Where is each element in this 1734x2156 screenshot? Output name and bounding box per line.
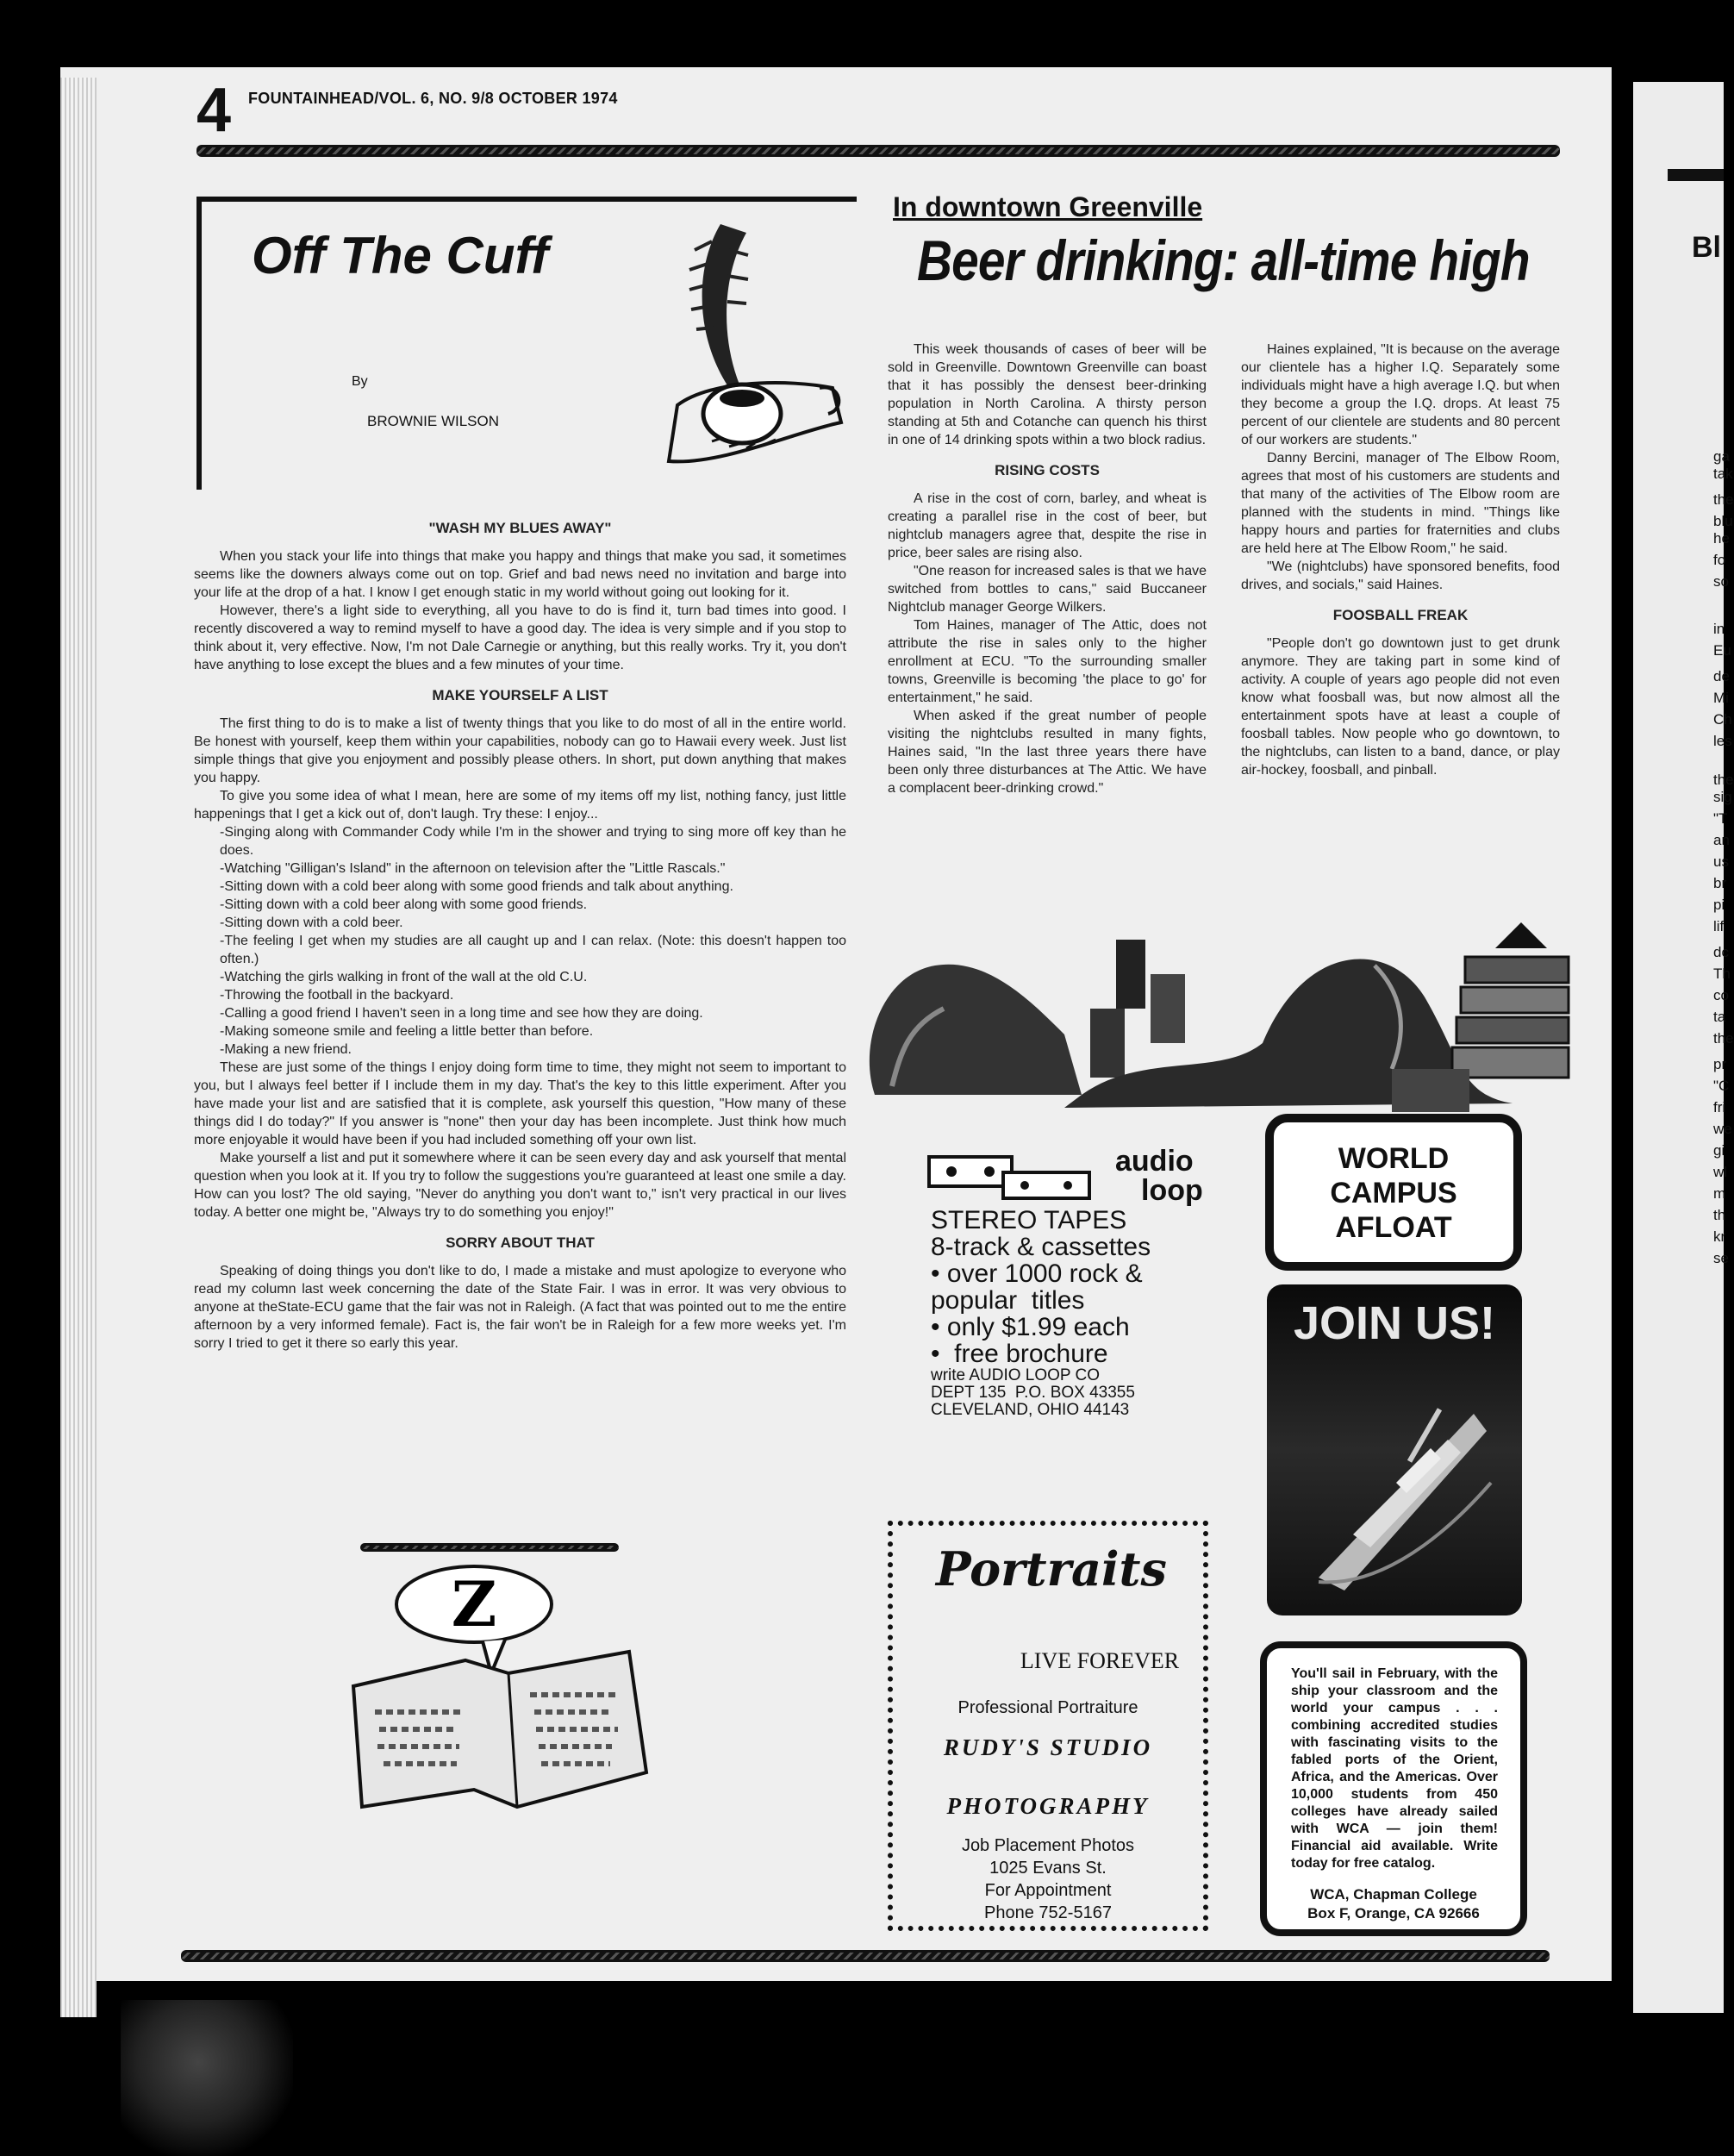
list-item: -Throwing the football in the backyard. [220, 988, 454, 1003]
facing-page-rule [1668, 169, 1724, 181]
facing-page-fragment: lif [1713, 918, 1725, 934]
article-headline: Beer drinking: all-time high [917, 228, 1530, 292]
portraits-ad [888, 1521, 1208, 1931]
cruise-ship-icon [1301, 1379, 1500, 1595]
list-item: -Calling a good friend I haven't seen in a long time and see how they are doing. [220, 1006, 703, 1021]
newspaper-reader-cartoon [336, 1557, 681, 1815]
paragraph: Speaking of doing things you don't like to do, I made a mistake and must apologize to everyone who read my column last week concerning the date of the State Fair. I was in error. It was very obvious to anyone at theState-ECU game that the fair was not in Raleigh. (A fact that was pointed out to me the entire afternoon by a very informed female). Fact is, the fair won't be in Raleigh for a few more weeks yet. I'm sorry I tried to get it there so early this year. [194, 1264, 846, 1351]
beer-article-column-2 [1241, 341, 1560, 779]
facing-page-fragment: dc [1713, 944, 1729, 960]
facing-page-fragment: Eu [1713, 642, 1731, 659]
paragraph: A rise in the cost of corn, barley, and wheat is creating a parallel rise in the cost of beer, but nightclub managers agree that, despite the rise in price, beer sales are rising also. [888, 491, 1207, 560]
audio-ad-line: 8-track & cassettes [931, 1233, 1151, 1261]
portraits-appointment: For Appointment [984, 1881, 1112, 1900]
audio-ad-line: • over 1000 rock & [931, 1259, 1143, 1288]
subhead-sorry: SORRY ABOUT THAT [446, 1234, 595, 1251]
subhead-wash: "WASH MY BLUES AWAY" [428, 520, 612, 536]
facing-page-fragment: so [1713, 573, 1729, 590]
facing-page-fragment: we [1713, 1121, 1732, 1137]
scanner-thumb [121, 2000, 293, 2156]
portraits-studio: RUDY'S STUDIO [943, 1734, 1153, 1760]
list-item: -The feeling I get when my studies are all caught up and I can relax. (Note: this doesn't happen too often.) [220, 934, 846, 966]
wca-address-line1: WCA, Chapman College [1310, 1886, 1477, 1903]
portraits-title: Portraits [936, 1541, 1167, 1597]
paragraph: "We (nightclubs) have sponsored benefits, food drives, and socials," said Haines. [1241, 559, 1560, 592]
facing-page-fragment: Th [1713, 966, 1731, 982]
page-number: 4 [196, 76, 232, 145]
facing-page-fragment: de [1713, 668, 1730, 684]
wca-address-line2: Box F, Orange, CA 92666 [1307, 1905, 1480, 1922]
facing-page-fragment: he [1713, 530, 1730, 547]
subhead-list: MAKE YOURSELF A LIST [432, 687, 608, 703]
facing-page-fragment: kr [1713, 1228, 1726, 1245]
beer-cans-illustration [858, 922, 1590, 1129]
facing-page-fragment: ta [1713, 1009, 1726, 1025]
facing-page-fragment: th [1713, 1207, 1726, 1223]
facing-page-fragment: les [1713, 733, 1732, 749]
cassette-tape-icon [926, 1152, 1107, 1203]
audio-ad-lines [931, 1207, 1151, 1367]
facing-page-fragment: tak [1713, 466, 1733, 482]
paragraph: Haines explained, "It is because on the average our clientele has a higher I.Q. Separately some individuals might have a high average I.Q. but when they become a group the I.Q. drops. At least 75 percent of our clientele are students and 80 percent of our workers are students." [1241, 342, 1560, 447]
audio-address-line: CLEVELAND, OHIO 44143 [931, 1401, 1130, 1419]
audio-ad-line: popular titles [931, 1286, 1085, 1315]
facing-page-heading: Bl [1692, 231, 1721, 264]
wca-body: You'll sail in February, with the ship your classroom and the world your campus . . . combining accredited studies with fascinating visits to the fabled ports of the Orient, Africa, and the Americas. Over 10,000 students from 450 colleges have already sailed with WCA — join them! Financial aid available. Write today for free catalog. [1291, 1666, 1498, 1871]
audio-address-line: write AUDIO LOOP CO [931, 1366, 1101, 1384]
facing-page-fragment: the [1713, 772, 1734, 788]
wca-title-line: AFLOAT [1335, 1211, 1452, 1244]
list-item: -Watching the girls walking in front of the wall at the old C.U. [220, 970, 588, 984]
paragraph: Make yourself a list and put it somewhere where it can be seen every day and ask yourself that mental question when you look at it. If you try to follow the suggestions you're guaranteed at least one smile a day. How can you lost? The old saying, "Never do anything you don't want to," isn't very practical in our lives today. A better one might be, "Always try to do something you enjoy!" [194, 1151, 846, 1220]
facing-page-fragment: an [1713, 832, 1730, 848]
list-item: -Sitting down with a cold beer along with some good friends. [220, 897, 588, 912]
portraits-placement: Job Placement Photos [961, 1836, 1135, 1855]
article-kicker: In downtown Greenville [893, 191, 1203, 222]
wca-title [1274, 1141, 1513, 1245]
top-rule [196, 145, 1560, 157]
wca-title-box [1265, 1114, 1522, 1271]
audio-ad-line: • only $1.99 each [931, 1313, 1130, 1341]
portraits-phone: Phone 752-5167 [984, 1903, 1112, 1922]
paragraph: This week thousands of cases of beer will be sold in Greenville. Downtown Greenville can boast that it has possibly the densest beer-drinking population in North Carolina. A thirsty person standing at 5th and Cotanche can quench his thirst in one of 14 drinking spots within a two block radius. [888, 342, 1207, 447]
paragraph: "People don't go downtown just to get drunk anymore. They are taking part in some kind of activity. A couple of years ago people did not even know what foosball was, but now almost all the entertainment spots have at least a couple of foosball tables. Now people who go downtown, to the nightclubs, can listen to a band, dance, or play air-hockey, foosball, and pinball. [1241, 636, 1560, 778]
byline-label: By [352, 374, 368, 389]
paragraph: When asked if the great number of people visiting the nightclubs resulted in many fights, Haines said, "In the last three years there have been only three disturbances at The Attic. We have a complacent beer-drinking crowd." [888, 709, 1207, 796]
portraits-photography: PHOTOGRAPHY [946, 1793, 1150, 1819]
paragraph: "One reason for increased sales is that we have switched from bottles to cans," said Buccaneer Nightclub manager George Wilkers. [888, 564, 1207, 615]
wca-info-box [1260, 1641, 1527, 1936]
facing-page-fragment: pr [1713, 1056, 1727, 1072]
facing-page-fragment: co [1713, 987, 1729, 1003]
facing-page-fragment: sig [1713, 789, 1732, 805]
facing-page-fragment: wl [1713, 1164, 1728, 1180]
subhead: RISING COSTS [995, 462, 1100, 478]
facing-page-fragment: pi [1713, 897, 1725, 913]
facing-page-fragment: gi [1713, 1142, 1725, 1159]
facing-page [1633, 82, 1727, 2013]
wca-title-line: CAMPUS [1330, 1177, 1457, 1209]
paragraph: Danny Bercini, manager of The Elbow Room, agrees that most of his customers are students and that many of the activities of The Elbow room are planned with the students in mind. "Things like happy hours and parties for fraternities and clubs are held here at The Elbow Room," he said. [1241, 451, 1560, 556]
subhead: FOOSBALL FREAK [1332, 607, 1469, 623]
list-item: -Singing along with Commander Cody while I'm in the shower and trying to sing more off key than he does. [220, 825, 846, 858]
portraits-street: 1025 Evans St. [989, 1859, 1107, 1878]
audio-logo-line2: loop [1141, 1174, 1203, 1207]
audio-ad-line: • free brochure [931, 1340, 1108, 1368]
facing-page-fragment: in [1713, 621, 1725, 637]
facing-page-fragment: blu [1713, 513, 1733, 529]
cuff-article [194, 507, 846, 1353]
wca-ship-photo [1267, 1284, 1522, 1615]
portraits-service: Professional Portraiture [957, 1698, 1138, 1717]
audio-address-line: DEPT 135 P.O. BOX 43355 [931, 1384, 1135, 1402]
cartoon-rule [360, 1543, 619, 1552]
facing-page-fragment: the [1713, 491, 1734, 508]
list-item: -Sitting down with a cold beer. [220, 916, 403, 930]
facing-page-fragment: ga [1713, 448, 1730, 465]
paragraph: To give you some idea of what I mean, here are some of my items off my list, nothing fancy, just little happenings that I get a kick out of, don't laugh. Try these: I enjoy... [194, 789, 846, 822]
paragraph: When you stack your life into things that make you happy and things that make you sad, it sometimes seems like the downers always come out on top. Grief and bad news need no invitation and barge into your life at the drop of a hat. I know I get enough static in my world without going out looking for it. [194, 549, 846, 600]
beer-article-column-1 [888, 341, 1207, 797]
facing-page-fragment: us [1713, 853, 1729, 870]
column-title: Off The Cuff [252, 227, 549, 284]
facing-page-fragment: Mi [1713, 690, 1729, 706]
paragraph: These are just some of the things I enjoy doing form time to time, they might not seem to important to you, but I always feel better if I include them in my day. That's the key to this little experiment. After you have made your list and are satisfied that it is complete, ask yourself this question, "How many of these things did I do today?" If you answer is "none" then your day has been incomplete. Just think how much more enjoyable it would have been if you had included something off your own list. [194, 1060, 846, 1147]
quill-inkwell-illustration [660, 216, 850, 474]
facing-page-fragment: m [1713, 1185, 1726, 1202]
paragraph: However, there's a light side to everything, all you have to do is find it, turn bad times into good. I recently discovered a way to remind myself to have a good day. The idea is very simple and if you stop to think about it, very effective. Now, I'm not Dale Carnegie or anything, but this really works. Try it, you don't have anything to lose except the blues and a few minutes of your time. [194, 603, 846, 672]
facing-page-fragment: Ch [1713, 711, 1732, 728]
list-item: -Making a new friend. [220, 1042, 352, 1057]
facing-page-fragment: "C [1713, 1078, 1730, 1094]
audio-loop-logo [1115, 1147, 1203, 1205]
byline-author: BROWNIE WILSON [367, 413, 500, 429]
list-item: -Sitting down with a cold beer along with some good friends and talk about anything. [220, 879, 733, 894]
audio-logo-line1: audio [1115, 1145, 1194, 1178]
paragraph: The first thing to do is to make a list of twenty things that you like to do most of all in the entire world. Be honest with yourself, keep them within your capabilities, nobody can go to Hawaii every week. Just list simple things that give you enjoyment and possibly please others. In short, put down anything that makes you happy. [194, 716, 846, 785]
facing-page-fragment: fo [1713, 552, 1726, 568]
page-stack-edge [60, 78, 97, 2017]
bottom-rule [181, 1950, 1550, 1962]
facing-page-fragment: br [1713, 875, 1727, 891]
facing-page-fragment: fri [1713, 1099, 1726, 1115]
portraits-tagline: LIVE FOREVER [1020, 1648, 1180, 1673]
paragraph: Tom Haines, manager of The Attic, does not attribute the rise in sales only to the higher enrollment at ECU. "To the surrounding smaller towns, Greenville is becoming 'the place to go' for entertainment," he said. [888, 618, 1207, 705]
audio-loop-ad [924, 1147, 1269, 1440]
wca-join-text: JOIN US! [1293, 1297, 1496, 1349]
wca-title-line: WORLD [1338, 1142, 1450, 1175]
list-item: -Watching "Gilligan's Island" in the afternoon on television after the "Little Rascals." [220, 861, 726, 876]
audio-ad-line: STEREO TAPES [931, 1206, 1127, 1234]
list-item: -Making someone smile and feeling a little better than before. [220, 1024, 594, 1039]
facing-page-fragment: "T [1713, 810, 1728, 827]
facing-page-fragment: se [1713, 1250, 1729, 1266]
audio-ad-address [931, 1367, 1135, 1419]
facing-page-fragment: the [1713, 1030, 1734, 1047]
cartoon-letter: Z [451, 1567, 497, 1640]
masthead-title: FOUNTAINHEAD/VOL. 6, NO. 9/8 OCTOBER 1974 [248, 90, 618, 107]
